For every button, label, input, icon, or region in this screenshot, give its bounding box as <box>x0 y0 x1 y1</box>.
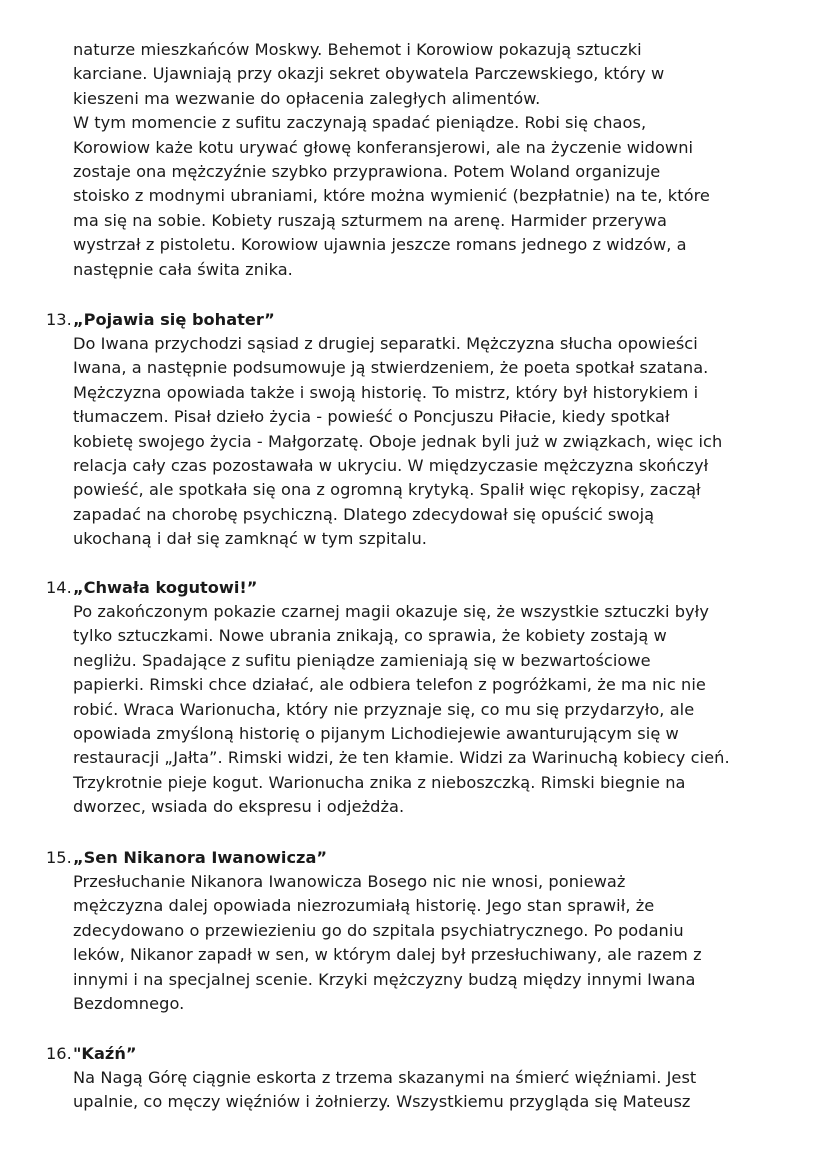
text-line: zostaje ona mężczyźnie szybko przyprawiona. Potem Woland organizuje <box>73 162 661 182</box>
text-line: Trzykrotnie pieje kogut. Warionucha znika z nieboszczką. Rimski biegnie na <box>73 772 686 792</box>
chapter-13-paragraph <box>73 332 793 552</box>
text-line: Mężczyzna opowiada także i swoją historię. To mistrz, który był historykiem i <box>73 382 699 402</box>
text-line: upalnie, co męczy więźniów i żołnierzy. Wszystkiemu przygląda się Mateusz <box>73 1092 691 1112</box>
text-line: Do Iwana przychodzi sąsiad z drugiej separatki. Mężczyzna słucha opowieści <box>73 334 698 353</box>
chapter-number: 14. <box>46 578 72 597</box>
text-line: zapadać na chorobę psychiczną. Dlatego zdecydował się opuścić swoją <box>73 504 655 524</box>
text-line: Po zakończonym pokazie czarnej magii okazuje się, że wszystkie sztuczki były <box>73 602 709 621</box>
chapter-number: 16. <box>46 1044 72 1063</box>
chapter-14-paragraph <box>73 600 793 820</box>
text-line: zdecydowano o przewiezieniu go do szpitala psychiatrycznego. Po podaniu <box>73 920 684 940</box>
text-line: opowiada zmyśloną historię o pijanym Lichodiejewie awanturującym się w <box>73 724 679 744</box>
text-line: Iwana, a następnie podsumowuje ją stwierdzeniem, że poeta spotkał szatana. <box>73 358 709 378</box>
text-line: Bezdomnego. <box>73 994 185 1014</box>
chapter-13-heading <box>46 308 786 332</box>
text-line: kobietę swojego życia - Małgorzatę. Oboje jednak byli już w związkach, więc ich <box>73 431 723 451</box>
text-line: tłumaczem. Pisał dzieło życia - powieść o Poncjuszu Piłacie, kiedy spotkał <box>73 407 670 427</box>
text-line: robić. Wraca Warionucha, który nie przyznaje się, co mu się przydarzyło, ale <box>73 699 695 719</box>
text-line: Przesłuchanie Nikanora Iwanowicza Bosego nic nie wnosi, ponieważ <box>73 872 626 891</box>
text-line: negliżu. Spadające z sufitu pieniądze zamieniają się w bezwartościowe <box>73 650 651 670</box>
text-line: Na Nagą Górę ciągnie eskorta z trzema skazanymi na śmierć więźniami. Jest <box>73 1068 697 1087</box>
intro-paragraph <box>73 38 793 282</box>
text-line: powieść, ale spotkała się ona z ogromną krytyką. Spalił więc rękopisy, zaczął <box>73 480 701 500</box>
text-line: Korowiow każe kotu urywać głowę konferansjerowi, ale na życzenie widowni <box>73 137 694 157</box>
text-line: papierki. Rimski chce działać, ale odbiera telefon z pogróżkami, że ma nic nie <box>73 675 706 695</box>
text-line: następnie cała świta znika. <box>73 259 293 279</box>
chapter-title: „Chwała kogutowi!” <box>73 578 258 597</box>
chapter-number: 15. <box>46 848 72 867</box>
text-line: innymi i na specjalnej scenie. Krzyki mężczyzny budzą między innymi Iwana <box>73 969 696 989</box>
chapter-number: 13. <box>46 310 72 329</box>
text-line: kieszeni ma wezwanie do opłacenia zaległych alimentów. <box>73 88 541 108</box>
text-line: W tym momencie z sufitu zaczynają spadać pieniądze. Robi się chaos, <box>73 113 647 133</box>
chapter-16-paragraph <box>73 1066 793 1115</box>
chapter-title: „Sen Nikanora Iwanowicza” <box>73 848 328 867</box>
text-line: stoisko z modnymi ubraniami, które można wymienić (bezpłatnie) na te, które <box>73 186 710 206</box>
text-line: naturze mieszkańców Moskwy. Behemot i Korowiow pokazują sztuczki <box>73 40 642 59</box>
text-line: karciane. Ujawniają przy okazji sekret obywatela Parczewskiego, który w <box>73 64 665 84</box>
text-line: dworzec, wsiada do ekspresu i odjeżdża. <box>73 797 405 817</box>
text-line: ma się na sobie. Kobiety ruszają szturmem na arenę. Harmider przerywa <box>73 210 667 230</box>
chapter-14-heading <box>46 576 786 600</box>
chapter-title: "Kaźń” <box>73 1044 137 1063</box>
text-line: mężczyzna dalej opowiada niezrozumiałą historię. Jego stan sprawił, że <box>73 896 655 916</box>
text-line: ukochaną i dał się zamknąć w tym szpitalu. <box>73 529 427 549</box>
chapter-title: „Pojawia się bohater” <box>73 310 275 329</box>
chapter-15-heading <box>46 846 786 870</box>
text-line: wystrzał z pistoletu. Korowiow ujawnia jeszcze romans jednego z widzów, a <box>73 235 687 255</box>
text-line: leków, Nikanor zapadł w sen, w którym dalej był przesłuchiwany, ale razem z <box>73 945 702 965</box>
text-line: restauracji „Jałta”. Rimski widzi, że ten kłamie. Widzi za Warinuchą kobiecy cień. <box>73 748 730 768</box>
text-line: relacja cały czas pozostawała w ukryciu. W międzyczasie mężczyzna skończył <box>73 456 709 476</box>
chapter-15-paragraph <box>73 870 793 1016</box>
chapter-16-heading <box>46 1042 786 1066</box>
text-line: tylko sztuczkami. Nowe ubrania znikają, co sprawia, że kobiety zostają w <box>73 626 667 646</box>
